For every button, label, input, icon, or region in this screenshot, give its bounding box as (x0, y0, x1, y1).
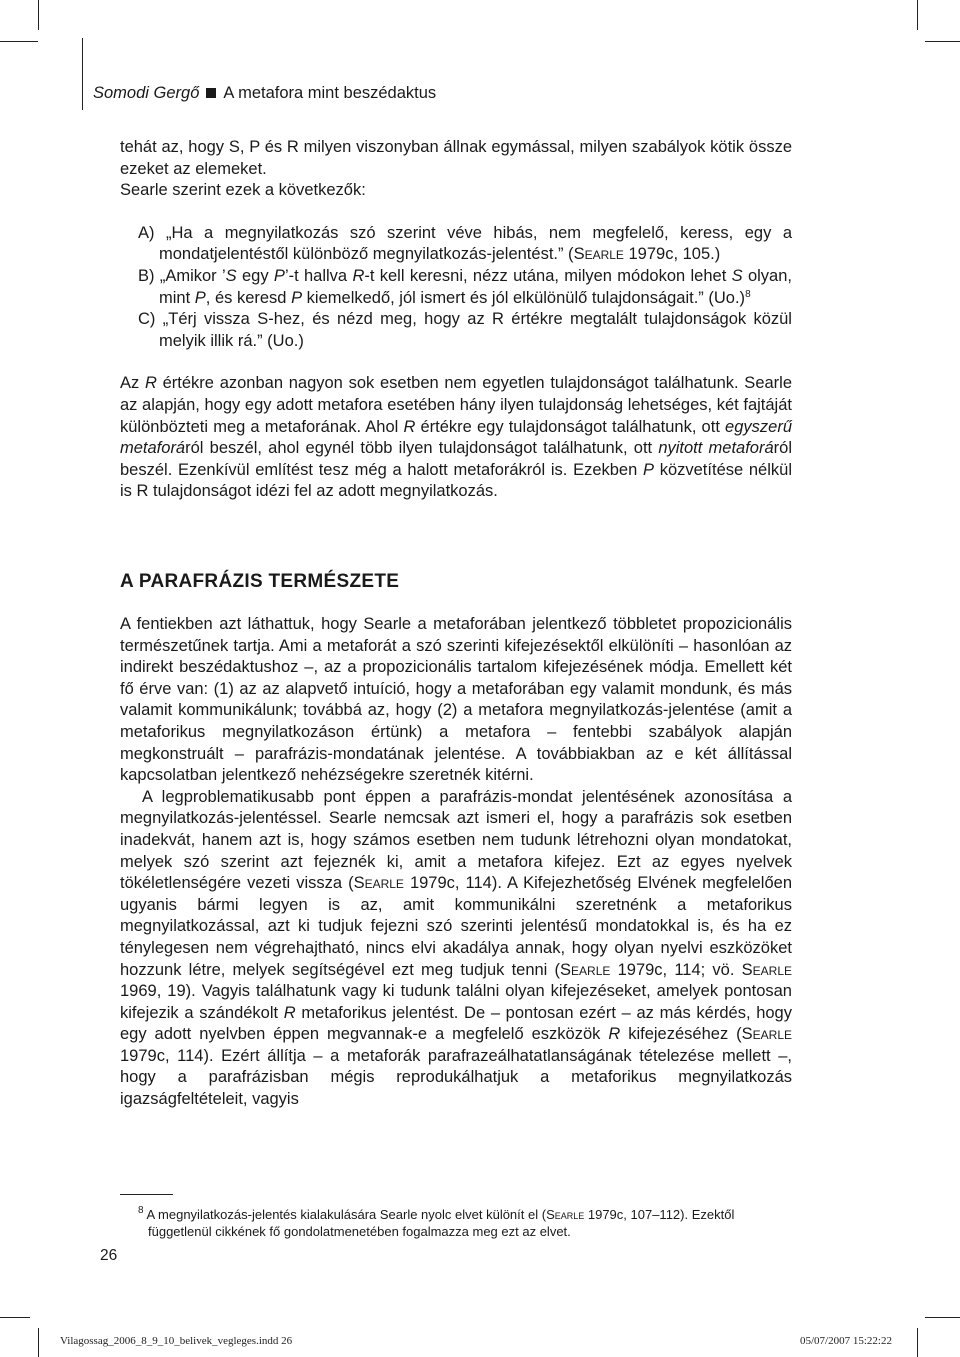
list-item-b: B) „Amikor ’S egy P’-t hallva R-t kell keresni, nézz utána, milyen módokon lehet S olyan, mint P, és keresd P kiemelkedő, jól ismert és jól elkülönülő tulajdonságait.” $(Uo.)^8$ (138, 266, 792, 307)
paragraph: A fentiekben azt láthattuk, hogy Searle a metaforában jelentkező többletet propozicionális természetűnek tartja. Ami a metaforát a szó szerinti kifejezésektől elkülöníti – hasonlóan az indirekt beszédaktushoz –, az a propozicionális tartalom kifejezésének módja. Emellett két fő érve van: (1) az az alapvető intuíció, hogy a metaforában egy valamit mondunk, és más valamit kommunikálunk; továbbá az, hogy (2) a metafora megnyilatkozás-jelentése (amit a metaforikus megnyilatkozáson értünk) a metafora – fentebbi szabályok alapján megkonstruált – parafrázis-mondatának jelentése. A továbbiakban az e két állítással kapcsolatban jelentkező nehézségekre szeretnék kitérni. (120, 615, 792, 785)
footnote: $^8$ A megnyilatkozás-jelentés kialakulására Searle nyolc elvet különít el (Searle 1979c, 107–112). Ezektől függetlenül cikkének fő gondolatmenetében fogalmazza meg ezt az elvet. (138, 1205, 735, 1239)
crop-mark (0, 41, 38, 42)
section-heading: A PARAFRÁZIS TERMÉSZETE (120, 571, 400, 592)
print-slug-date: 05/07/2007 15:22:22 (800, 1335, 892, 1347)
main-text-top (120, 137, 792, 503)
crop-mark (38, 1328, 39, 1357)
crop-mark (925, 41, 960, 42)
crop-mark (38, 0, 39, 30)
footnote-rule (120, 1194, 173, 1195)
print-slug-file: Vilagossag_2006_8_9_10_belivek_vegleges.indd 26 (60, 1335, 293, 1347)
paragraph: Az R értékre azonban nagyon sok esetben nem egyetlen tulajdonságot találhatunk. Searle az alapján, hogy egy adott metafora esetében hány ilyen tulajdonság lehetséges, két fajtáját különbözteti meg a metaforának. Ahol R értékre egy tulajdonságot találhatunk, ott egyszerű metaforáról beszél, ahol egynél több ilyen tulajdonságot találhatunk, ott nyitott metaforáról beszél. Ezenkívül említést tesz még a halott metaforákról is. Ezekben P közvetítése nélkül is R tulajdonságot idézi fel az adott megnyilatkozás. (120, 374, 793, 501)
running-header (93, 84, 436, 103)
crop-mark (917, 1328, 918, 1357)
intro-paragraph: tehát az, hogy S, P és R milyen viszonyban állnak egymással, milyen szabályok kötik össze ezeket az elemeket. (120, 138, 792, 178)
crop-mark (82, 38, 83, 110)
header-author: Somodi Gergő (93, 84, 200, 102)
crop-mark (925, 1317, 960, 1318)
intro-paragraph-2: Searle szerint ezek a következők: (120, 181, 366, 200)
main-text-bottom (120, 614, 792, 1111)
header-title: A metafora mint beszédaktus (223, 84, 437, 102)
paragraph: A legproblematikusabb pont éppen a parafrázis-mondat jelentésének azonosítása a megnyilatkozás-jelentéssel. Searle nemcsak azt ismeri el, hogy a parafrázis sok esetben inadekvát, hanem azt is, hogy számos esetben nem tudunk létrehozni olyan mondatokat, melyek szó szerint azt fejeznék ki, amit a metafora kifejez. Ezt az egyes nyelvek tökéletlenségére vezeti vissza (Searle 1979c, 114). A Kifejezhetőség Elvének megfelelően ugyanis bármi legyen is az, amit kommunikálni szeretnénk a metaforikus megnyilatkozással, azt ki tudjuk fejezni szó szerinti jelentésű mondatokkal is, és ha ez ténylegesen nem végrehajtható, nincs elvi akadálya annak, hogy olyan nyelvi eszközöket hozzunk létre, melyek segítségével ezt meg tudjuk tenni (Searle 1979c, 114; vö. Searle 1969, 19). Vagyis találhatunk vagy ki tudunk találni olyan kifejezéseket, amelyek pontosan kifejezik a szándékolt R metaforikus jelentést. De – pontosan ezért – az más kérdés, hogy egy adott nyelvben éppen megvannak-e a megfelelő eszközök R kifejezéséhez (Searle 1979c, 114). Ezért állítja – a metaforák parafrazeálhatatlanságának tételezése mellett –, hogy a parafrázisban mégis reprodukálhatjuk a metaforikus megnyilatkozás igazságfeltételeit, vagyis (120, 787, 793, 1109)
crop-mark (917, 0, 918, 30)
square-bullet-icon (206, 88, 216, 98)
crop-mark (0, 1317, 30, 1318)
list-item-c: C) „Térj vissza S-hez, és nézd meg, hogy az R értékre megtalált tulajdonságok közül melyik illik rá.” (Uo.) (138, 310, 792, 350)
rule-list (120, 223, 792, 353)
footnote-number: 8 (138, 1205, 144, 1216)
list-item-a: A) „Ha a megnyilatkozás szó szerint véve hibás, nem megfelelő, keress, egy a mondatjelentéstől különböző megnyilatkozás-jelentést.” (Searle 1979c, 105.) (138, 223, 792, 264)
page-number: 26 (100, 1247, 118, 1264)
footnote-ref: 8 (745, 288, 751, 300)
